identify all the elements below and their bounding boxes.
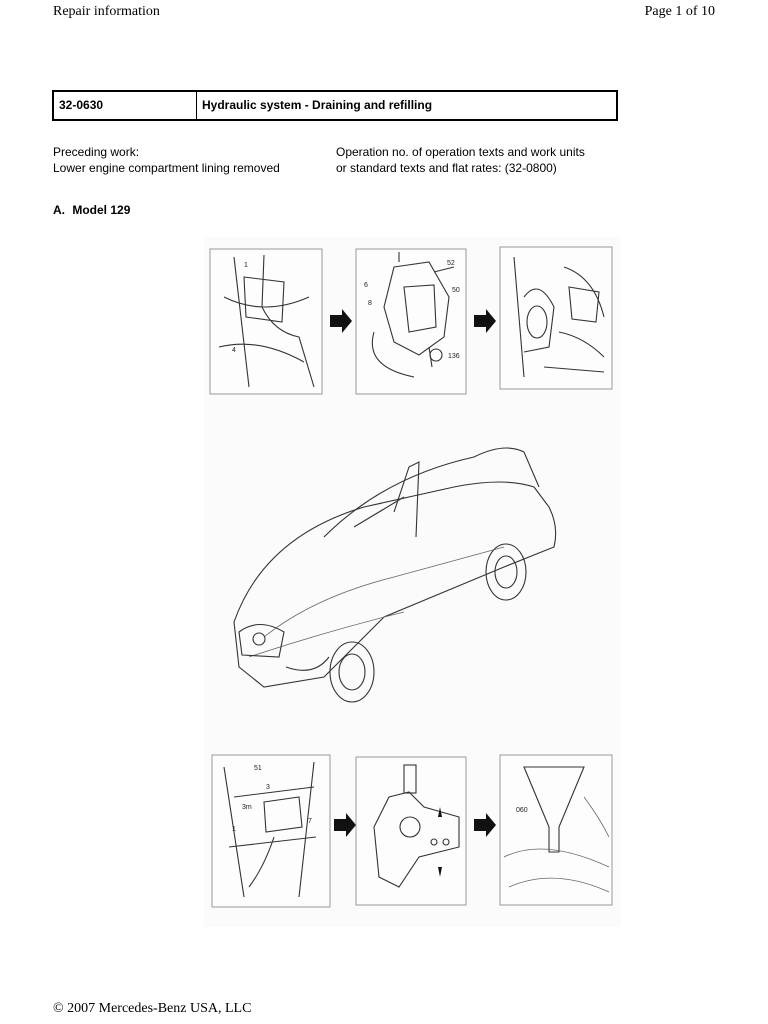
illustration <box>204 237 621 927</box>
arrow-icon <box>334 813 356 837</box>
callout-51: 51 <box>254 765 262 772</box>
label-tl-4: 4 <box>232 347 236 354</box>
car-rear-hub <box>495 556 517 588</box>
callout-3m: 3m <box>242 804 252 811</box>
operation-line-2: or standard texts and flat rates: (32-0800) <box>336 161 557 175</box>
callout-50: 50 <box>452 287 460 294</box>
preceding-label: Preceding work: <box>53 145 140 159</box>
car-badge-circle <box>253 633 265 645</box>
panel-top-middle <box>356 249 466 394</box>
section-title: Model 129 <box>72 203 131 217</box>
callout-1: 1 <box>232 826 236 833</box>
callout-52: 52 <box>447 260 455 267</box>
header-left: Repair information <box>53 4 160 19</box>
arrow-icon <box>474 813 496 837</box>
arrow-icon <box>330 309 352 333</box>
illustration-drawing <box>204 237 621 927</box>
arrow-icon <box>474 309 496 333</box>
preceding-work <box>53 144 280 176</box>
section-number: A. <box>53 203 65 217</box>
car-drawing <box>234 448 556 702</box>
panel-top-left <box>210 249 322 394</box>
car-body-outline <box>234 482 556 687</box>
operation-line-1: Operation no. of operation texts and work units <box>336 145 585 159</box>
car-rollbar <box>354 462 419 537</box>
callout-136: 136 <box>448 353 460 360</box>
callout-060: 060 <box>516 807 528 814</box>
title-box <box>52 90 618 121</box>
car-front-hub <box>339 654 365 690</box>
car-headlight <box>286 657 329 670</box>
panel-bottom-middle <box>356 757 466 905</box>
page-title: Hydraulic system - Draining and refilling <box>202 98 433 112</box>
car-body-lines <box>249 547 504 657</box>
section-heading <box>53 203 130 217</box>
car-front-wheel <box>330 642 374 702</box>
callout-6: 6 <box>364 282 368 289</box>
operation-info <box>336 144 585 176</box>
operation-code: 32-0630 <box>54 92 197 119</box>
panel-bottom-right <box>500 755 612 905</box>
label-tl-1: 1 <box>244 262 248 269</box>
page-number: Page 1 of 10 <box>644 4 715 19</box>
car-grille <box>239 625 284 658</box>
callout-3: 3 <box>266 784 270 791</box>
callout-8: 8 <box>368 300 372 307</box>
preceding-value: Lower engine compartment lining removed <box>53 161 280 175</box>
footer-copyright: © 2007 Mercedes-Benz USA, LLC <box>53 1001 252 1016</box>
callout-7: 7 <box>308 818 312 825</box>
